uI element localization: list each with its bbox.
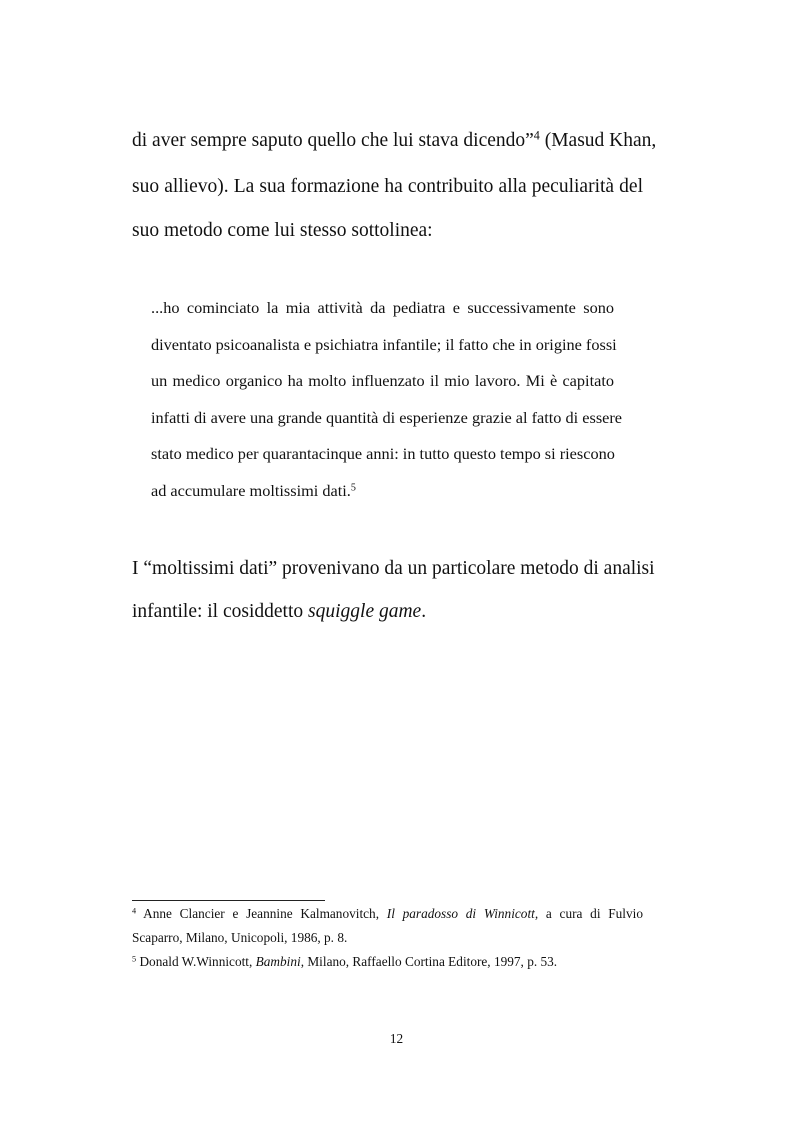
body-paragraph-line [132, 601, 643, 623]
quote-line: infatti di avere una grande quantità di esperienze grazie al fatto di essere [151, 408, 623, 427]
quote-line: ...ho cominciato la mia attività da pediatra e successivamente sono [151, 298, 614, 317]
quote-line: diventato psicoanalista e psichiatra infantile; il fatto che in origine fossi [151, 335, 617, 354]
quote-line: stato medico per quarantacinque anni: in tutto questo tempo si riescono [151, 444, 615, 463]
footnote-line [132, 954, 643, 970]
body-text: (Masud Khan, [539, 130, 657, 151]
footnote-title: Il paradosso di Winnicott, [386, 906, 539, 921]
body-paragraph-line: suo metodo come lui stesso sottolinea: [132, 220, 433, 241]
footnote-separator [132, 900, 325, 901]
footnote-number: 4 [132, 906, 137, 916]
footnote-title: Bambini [255, 954, 301, 969]
body-paragraph-line: I “moltissimi dati” provenivano da un particolare metodo di analisi [132, 558, 655, 579]
body-text: infantile: il cosiddetto [132, 601, 309, 622]
body-paragraph-line: suo allievo). La sua formazione ha contribuito alla peculiarità del [132, 176, 643, 197]
footnote-number: 5 [132, 954, 137, 964]
quote-line [151, 481, 614, 501]
footnote-author: Donald W.Winnicott, [139, 954, 256, 969]
footnote-line: Scaparro, Milano, Unicopoli, 1986, p. 8. [132, 930, 348, 945]
footnote-line [132, 906, 643, 922]
quote-text: ad accumulare moltissimi dati. [151, 481, 351, 500]
page-number: 12 [389, 1031, 404, 1046]
body-paragraph-line [132, 128, 657, 152]
quote-line: un medico organico ha molto influenzato il mio lavoro. Mi è capitato [151, 371, 614, 390]
footnote-reference[interactable]: 4 [533, 128, 540, 143]
footnote-reference[interactable]: 5 [350, 482, 356, 494]
italic-term: squiggle game [308, 601, 422, 622]
footnote-text: , Milano, Raffaello Cortina Editore, 1997, p. 53. [300, 954, 558, 969]
body-text: . [421, 601, 427, 622]
footnote-text: a cura di Fulvio [538, 906, 643, 921]
footnote-author: Anne Clancier e Jeannine Kalmanovitch, [143, 906, 387, 921]
body-text: di aver sempre saputo quello che lui stava dicendo” [132, 130, 534, 151]
